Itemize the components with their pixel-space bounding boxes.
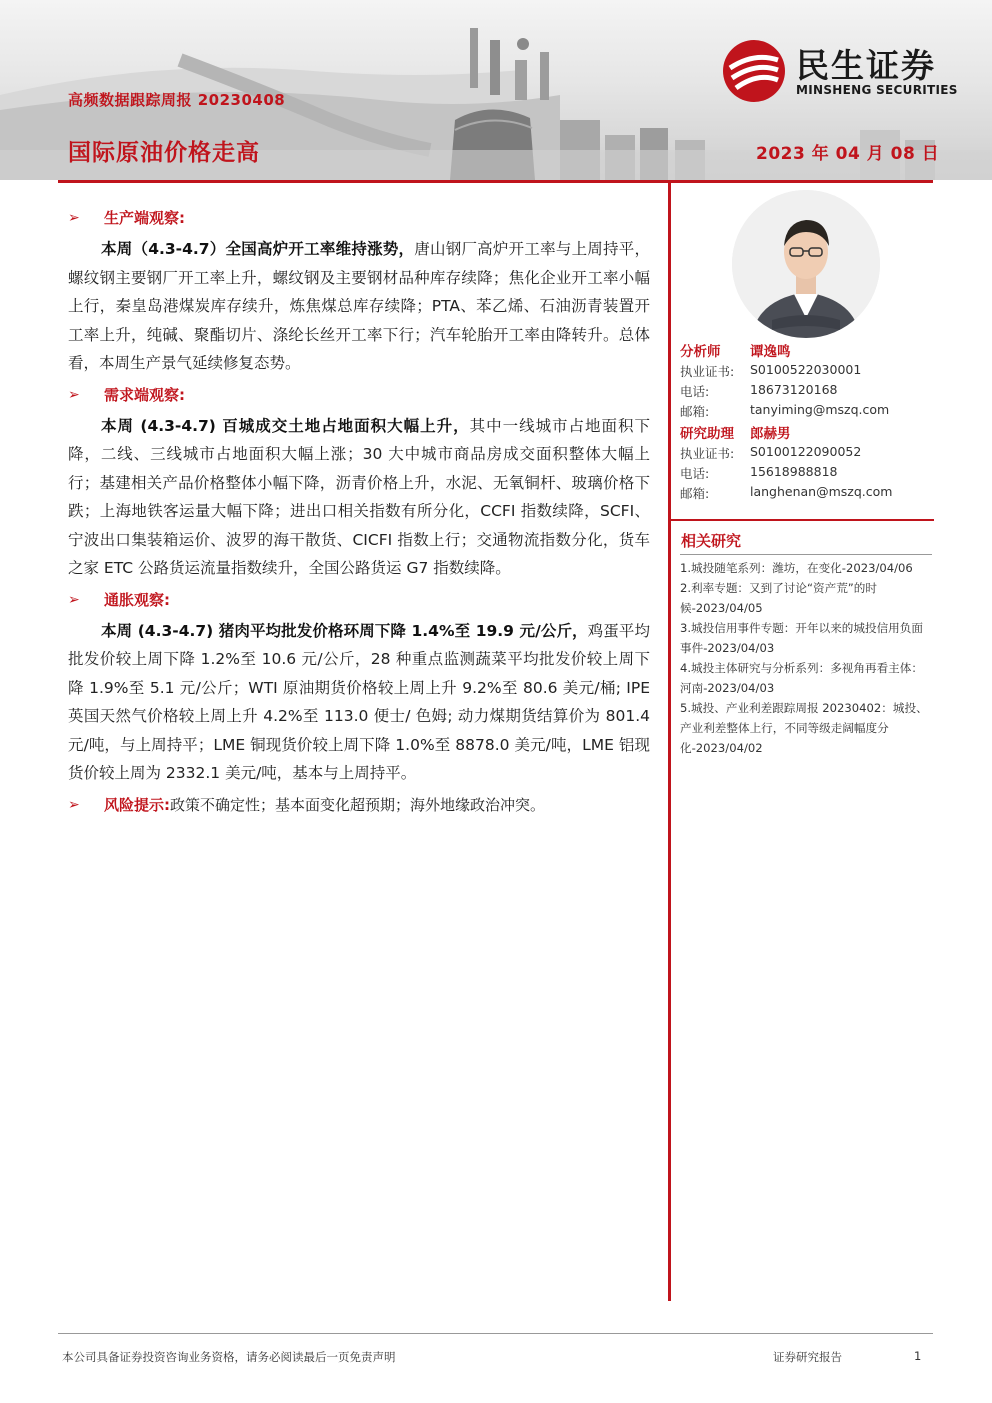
section-heading-demand: ➢ 需求端观察: [68, 380, 650, 410]
arrow-bullet-icon: ➢ [68, 386, 80, 403]
analyst-email-link[interactable]: tanyiming@mszq.com [750, 402, 890, 417]
analyst-phone-row: 电话: 18673120168 [680, 382, 838, 399]
section-heading-production: ➢ 生产端观察: [68, 203, 650, 233]
section-paragraph-demand [68, 412, 650, 583]
assistant-name-row: 研究助理 郎赫男 [680, 426, 791, 442]
column-divider [668, 183, 671, 1301]
section-paragraph-production [68, 235, 650, 378]
related-research-item[interactable]: 1.城投随笔系列：潍坊，在变化-2023/04/06 [680, 561, 913, 575]
assistant-email-row: 邮箱: langhenan@mszq.com [680, 484, 893, 501]
analyst-cert-row: 执业证书: S0100522030001 [680, 362, 862, 379]
footer-divider [58, 1333, 933, 1334]
arrow-bullet-icon: ➢ [68, 591, 80, 608]
section-heading-inflation: ➢ 通胀观察: [68, 585, 650, 615]
report-series: 高频数据跟踪周报 20230408 [68, 91, 286, 109]
related-research-item[interactable]: 2.利率专题：又到了讨论“资产荒”的时候-2023/04/05 [680, 581, 877, 615]
logo-text-cn: 民生证券 [796, 46, 936, 85]
company-logo [716, 38, 966, 104]
section-paragraph-inflation [68, 617, 650, 788]
body-text: 其中一线城市占地面积下降，二线、三线城市占地面积大幅上涨；30 大中城市商品房成交面积整体大幅上行；基建相关产品价格整体小幅下降，沥青价格上升，水泥、无氧铜杆、玻璃价格下跌；上海地铁客运量大幅下降；进出口相关指数有所分化，CCFI 指数续降，SCFI、宁波出口集装箱运价、波罗的海干散货、CICFI 指数上行；交通物流指数分化，货车之家 ETC 公路货运流量指数续升，全国公路货运 G7 指数续降。 [68, 416, 650, 577]
arrow-bullet-icon: ➢ [68, 210, 80, 226]
related-research-underline [680, 554, 932, 555]
body-text: 唐山钢厂高炉开工率与上周持平，螺纹钢主要钢厂开工率上升，螺纹钢及主要钢材品种库存续降；焦化企业开工率小幅上行，秦皇岛港煤炭库存续升，炼焦煤总库存续降；PTA、苯乙烯、石油沥青装置开工率上升，纯碱、聚酯切片、涤纶长丝开工率下行；汽车轮胎开工率由降转升。总体看，本周生产景气延续修复态势。 [68, 240, 650, 372]
person-photo-icon [732, 190, 880, 338]
header-divider [58, 180, 933, 183]
related-research-item[interactable]: 5.城投、产业利差跟踪周报 20230402：城投、产业利差整体上行，不同等级走阔幅度分化-2023/04/02 [680, 701, 928, 755]
analyst-contact-block [680, 340, 935, 504]
assistant-email-link[interactable]: langhenan@mszq.com [750, 484, 893, 499]
lead-text: 本周（4.3-4.7）全国高炉开工率维持涨势， [101, 240, 415, 258]
report-date: 2023 年 04 月 08 日 [756, 144, 940, 164]
analyst-avatar [732, 190, 880, 338]
body-text: 鸡蛋平均批发价较上周下降 1.2%至 10.6 元/公斤，28 种重点监测蔬菜平均批发价较上周下降 1.9%至 5.1 元/公斤；WTI 原油期货价格较上周上升 9.2%至 80.6 美元/桶; IPE 英国天然气价格较上周上升 4.2%至 113.0 便士/ 色姆; 动力煤期货结算价为 801.4 元/吨，与上周持平；LME 铜现货价较上周下降 1.0%至 8878.0 美元/吨，LME 铝现货价较上周为 2332.1 美元/吨，基本与上周持平。 [68, 621, 650, 782]
lead-text: 本周 (4.3-4.7) 百城成交土地占地面积大幅上升， [101, 416, 470, 435]
page-number: 1 [914, 1349, 922, 1363]
main-content [68, 203, 650, 820]
section-heading-risk: ➢ 风险提示:政策不确定性；基本面变化超预期；海外地缘政治冲突。 [68, 790, 650, 820]
related-research-item[interactable]: 4.城投主体研究与分析系列：多视角再看主体：河南-2023/04/03 [680, 661, 923, 695]
related-research-title: 相关研究 [681, 532, 742, 550]
related-research-list [680, 558, 930, 758]
analyst-name-row: 分析师 谭逸鸣 [680, 344, 791, 360]
header-banner [0, 0, 992, 180]
arrow-bullet-icon: ➢ [68, 796, 80, 813]
footer-disclaimer: 本公司具备证券投资咨询业务资格，请务必阅读最后一页免责声明 [62, 1350, 396, 1364]
analyst-email-row: 邮箱: tanyiming@mszq.com [680, 402, 890, 419]
assistant-phone-row: 电话: 15618988818 [680, 464, 838, 481]
logo-text-en: MINSHENG SECURITIES [796, 83, 958, 97]
lead-text: 本周 (4.3-4.7) 猪肉平均批发价格环周下降 1.4%至 19.9 元/公斤， [101, 621, 588, 640]
minsheng-logo-icon [720, 38, 788, 104]
related-research-item[interactable]: 3.城投信用事件专题：开年以来的城投信用负面事件-2023/04/03 [680, 621, 923, 655]
assistant-cert-row: 执业证书: S0100122090052 [680, 444, 862, 461]
footer-report-type: 证券研究报告 [773, 1350, 842, 1364]
risk-text: 政策不确定性；基本面变化超预期；海外地缘政治冲突。 [170, 795, 546, 814]
page-title: 国际原油价格走高 [68, 140, 260, 166]
related-research-divider [670, 519, 934, 521]
